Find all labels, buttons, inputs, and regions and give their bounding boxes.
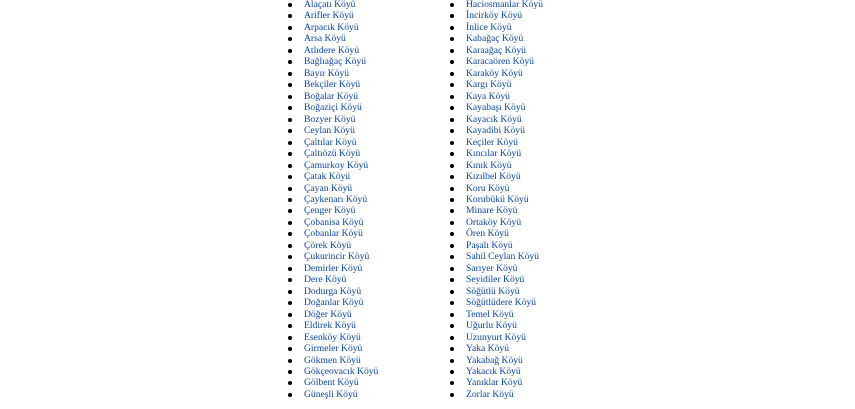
bullet-icon (288, 393, 292, 397)
bullet-icon (288, 49, 292, 53)
village-link-label[interactable]: Çaltılar Köyü (304, 136, 357, 148)
village-link-label[interactable]: Çatak Köyü (304, 171, 351, 183)
village-link-sahil-ceylan-koyu[interactable] (450, 251, 543, 262)
bullet-icon (450, 278, 454, 282)
village-link-label[interactable]: Çenger Köyü (304, 205, 356, 217)
village-link-label[interactable]: Kabağaç Köyü (466, 33, 524, 45)
bullet-icon (288, 198, 292, 202)
village-link-label[interactable]: Arifler Köyü (304, 10, 354, 22)
village-link-sogutlu-koyu[interactable] (450, 286, 543, 297)
village-link-label[interactable]: Kıncılar Köyü (466, 148, 522, 160)
bullet-icon (288, 60, 292, 64)
village-link-label[interactable]: Söğütlü Köyü (466, 285, 520, 297)
village-link-label[interactable]: Gölbent Köyü (304, 377, 359, 389)
village-link-label[interactable]: Yakacık Köyü (466, 366, 521, 377)
bullet-icon (450, 152, 454, 156)
bullet-icon (288, 14, 292, 18)
village-link-label[interactable]: Karaköy Köyü (466, 67, 523, 79)
village-link-kincilar-koyu[interactable] (450, 148, 543, 159)
village-link-dere-koyu[interactable] (288, 274, 378, 285)
bullet-icon (450, 49, 454, 53)
village-link-label[interactable]: Kargı Köyü (466, 79, 512, 91)
village-link-label[interactable]: Gökçeovacık Köyü (304, 366, 379, 377)
village-link-karacaoren-koyu[interactable] (450, 56, 543, 67)
village-link-label[interactable]: Bayır Köyü (304, 67, 350, 79)
village-link-label[interactable]: Arpacık Köyü (304, 21, 359, 33)
bullet-icon (450, 141, 454, 145)
bullet-icon (450, 359, 454, 363)
village-link-gokmen-koyu[interactable] (288, 355, 378, 366)
bullet-icon (450, 393, 454, 397)
bullet-icon (450, 255, 454, 259)
village-link-dodurga-koyu[interactable] (288, 286, 378, 297)
bullet-icon (288, 95, 292, 99)
village-link-label[interactable]: Kınık Köyü (466, 159, 512, 171)
village-link-label[interactable]: İnlice Köyü (466, 21, 512, 33)
village-link-pasali-koyu[interactable] (450, 240, 543, 251)
bullet-icon (450, 267, 454, 271)
village-link-keciler-koyu[interactable] (450, 137, 543, 148)
village-link-label[interactable]: Korubükü Köyü (466, 193, 529, 205)
village-link-label[interactable]: Kayabaşı Köyü (466, 102, 526, 114)
village-link-zorlar-koyu[interactable] (450, 389, 543, 400)
village-link-sogutludere-koyu[interactable] (450, 297, 543, 308)
bullet-icon (450, 209, 454, 213)
village-link-label[interactable]: Gökmen Köyü (304, 354, 361, 366)
village-link-label[interactable]: Söğütlüdere Köyü (466, 297, 537, 309)
bullet-icon (288, 370, 292, 374)
village-link-alacati-koyu[interactable] (288, 0, 378, 10)
village-link-label[interactable]: Kızılbel Köyü (466, 171, 521, 183)
bullet-icon (288, 129, 292, 133)
village-link-yakacik-koyu[interactable] (450, 366, 543, 377)
village-link-bagliagac-koyu[interactable] (288, 56, 378, 67)
bullet-icon (450, 26, 454, 30)
village-link-kayadibi-koyu[interactable] (450, 125, 543, 136)
village-link-bogazici-koyu[interactable] (288, 102, 378, 113)
village-link-ceylan-koyu[interactable] (288, 125, 378, 136)
bullet-icon (450, 37, 454, 41)
bullet-icon (288, 221, 292, 225)
bullet-icon (288, 381, 292, 385)
village-link-label[interactable]: Doğanlar Köyü (304, 297, 364, 309)
village-link-label[interactable]: Çobanisa Köyü (304, 216, 364, 228)
bullet-icon (288, 37, 292, 41)
bullet-icon (450, 175, 454, 179)
bullet-icon (450, 221, 454, 225)
bullet-icon (450, 290, 454, 294)
village-link-label[interactable]: Esenköy Köyü (304, 331, 361, 343)
bullet-icon (288, 301, 292, 305)
bullet-icon (288, 152, 292, 156)
bullet-icon (288, 313, 292, 317)
village-link-oren-koyu[interactable] (450, 228, 543, 239)
village-link-label[interactable]: Keçiler Köyü (466, 136, 518, 148)
village-link-koru-koyu[interactable] (450, 183, 543, 194)
village-link-label[interactable]: Demirler Köyü (304, 262, 363, 274)
bullet-icon (288, 209, 292, 213)
bullet-icon (288, 359, 292, 363)
village-link-label[interactable]: Boğaziçi Köyü (304, 102, 362, 114)
village-link-inlice-koyu[interactable] (450, 22, 543, 33)
village-link-cukurincir-koyu[interactable] (288, 251, 378, 262)
village-link-haciosmanlar-koyu[interactable] (450, 0, 543, 10)
village-link-label[interactable]: Çaltıözü Köyü (304, 148, 361, 160)
village-link-label[interactable]: Minare Köyü (466, 205, 518, 217)
village-link-label[interactable]: Sarıyer Köyü (466, 262, 518, 274)
village-link-catak-koyu[interactable] (288, 171, 378, 182)
village-link-label[interactable]: Çamurkoy Köyü (304, 159, 369, 171)
village-link-bayir-koyu[interactable] (288, 68, 378, 79)
village-link-label[interactable]: Kayacık Köyü (466, 113, 522, 125)
village-link-kizilbel-koyu[interactable] (450, 171, 543, 182)
village-link-label[interactable]: Atlıdere Köyü (304, 44, 360, 56)
village-link-seyidiler-koyu[interactable] (450, 274, 543, 285)
village-link-label[interactable]: Karaağaç Köyü (466, 44, 526, 56)
bullet-icon (288, 118, 292, 122)
bullet-icon (450, 336, 454, 340)
village-link-label[interactable]: Kayadibi Köyü (466, 125, 525, 137)
village-link-kayacik-koyu[interactable] (450, 114, 543, 125)
village-link-label[interactable]: Kaya Köyü (466, 90, 510, 102)
village-link-gokceovacik-koyu[interactable] (288, 366, 378, 377)
village-link-label[interactable]: Bekçiler Köyü (304, 79, 361, 91)
bullet-icon (288, 244, 292, 248)
village-link-girmeler-koyu[interactable] (288, 343, 378, 354)
village-link-cobanlar-koyu[interactable] (288, 228, 378, 239)
village-link-ortakoy-koyu[interactable] (450, 217, 543, 228)
village-link-kargi-koyu[interactable] (450, 79, 543, 90)
bullet-icon (450, 3, 454, 7)
village-link-kayabasi-koyu[interactable] (450, 102, 543, 113)
bullet-icon (450, 244, 454, 248)
bullet-icon (450, 381, 454, 385)
village-link-label[interactable]: Sahil Ceylan Köyü (466, 251, 540, 263)
bullet-icon (450, 95, 454, 99)
village-link-caykenari-koyu[interactable] (288, 194, 378, 205)
village-link-eldirek-koyu[interactable] (288, 320, 378, 331)
village-link-label[interactable]: Ortaköy Köyü (466, 216, 522, 228)
village-link-cenger-koyu[interactable] (288, 205, 378, 216)
village-link-label[interactable]: Çukurincir Köyü (304, 251, 370, 263)
village-link-label[interactable]: Döğer Köyü (304, 308, 352, 320)
bullet-icon (288, 290, 292, 294)
village-link-arifler-koyu[interactable] (288, 10, 378, 21)
village-link-karaagac-koyu[interactable] (450, 45, 543, 56)
village-link-label[interactable]: Bozyer Köyü (304, 113, 356, 125)
village-link-label[interactable]: Temel Köyü (466, 308, 514, 320)
village-link-label[interactable]: Boğalar Köyü (304, 90, 359, 102)
village-link-esenkoy-koyu[interactable] (288, 332, 378, 343)
village-link-label[interactable]: Yaka Köyü (466, 343, 509, 355)
village-link-label[interactable]: Bağlıağaç Köyü (304, 56, 367, 68)
village-list-right-column (450, 0, 543, 400)
village-link-corek-koyu[interactable] (288, 240, 378, 251)
village-link-demirler-koyu[interactable] (288, 263, 378, 274)
village-link-label[interactable]: Uzunyurt Köyü (466, 331, 526, 343)
village-link-label[interactable]: Karacaören Köyü (466, 56, 534, 68)
bullet-icon (450, 301, 454, 305)
village-link-cobanisa-koyu[interactable] (288, 217, 378, 228)
village-link-golbent-koyu[interactable] (288, 377, 378, 388)
village-link-label[interactable]: Çayan Köyü (304, 182, 353, 194)
village-link-temel-koyu[interactable] (450, 309, 543, 320)
village-link-korubuku-koyu[interactable] (450, 194, 543, 205)
village-link-label[interactable]: Uğurlu Köyü (466, 320, 517, 332)
bullet-icon (288, 141, 292, 145)
village-link-label[interactable]: Arsa Köyü (304, 33, 346, 45)
bullet-icon (450, 118, 454, 122)
bullet-icon (450, 187, 454, 191)
bullet-icon (450, 324, 454, 328)
bullet-icon (288, 72, 292, 76)
village-link-gunesli-koyu[interactable] (288, 389, 378, 400)
bullet-icon (450, 232, 454, 236)
bullet-icon (288, 83, 292, 87)
village-link-cayan-koyu[interactable] (288, 183, 378, 194)
village-link-yakabag-koyu[interactable] (450, 355, 543, 366)
bullet-icon (450, 129, 454, 133)
village-link-label[interactable]: Çörek Köyü (304, 239, 352, 251)
village-link-label[interactable]: Ceylan Köyü (304, 125, 355, 137)
bullet-icon (288, 324, 292, 328)
bullet-icon (288, 255, 292, 259)
village-link-label[interactable]: Güneşli Köyü (304, 388, 358, 400)
village-link-label[interactable]: Seyidiler Köyü (466, 274, 525, 286)
bullet-icon (288, 232, 292, 236)
bullet-icon (288, 175, 292, 179)
bullet-icon (450, 370, 454, 374)
village-link-atlidere-koyu[interactable] (288, 45, 378, 56)
village-link-caltiozu-koyu[interactable] (288, 148, 378, 159)
bullet-icon (288, 26, 292, 30)
village-list-left-column (288, 0, 378, 400)
bullet-icon (450, 164, 454, 168)
village-link-label[interactable]: Çaykenarı Köyü (304, 193, 368, 205)
village-link-label[interactable]: Dere Köyü (304, 274, 347, 286)
bullet-icon (450, 72, 454, 76)
bullet-icon (450, 106, 454, 110)
village-link-label[interactable]: Zorlar Köyü (466, 388, 514, 400)
bullet-icon (450, 313, 454, 317)
bullet-icon (288, 347, 292, 351)
village-link-uzunyurt-koyu[interactable] (450, 332, 543, 343)
village-link-ugurlu-koyu[interactable] (450, 320, 543, 331)
village-link-yaniklar-koyu[interactable] (450, 377, 543, 388)
village-link-yaka-koyu[interactable] (450, 343, 543, 354)
bullet-icon (288, 336, 292, 340)
village-link-minare-koyu[interactable] (450, 205, 543, 216)
village-link-doger-koyu[interactable] (288, 309, 378, 320)
village-link-label[interactable]: İncirköy Köyü (466, 10, 523, 22)
village-link-kaya-koyu[interactable] (450, 91, 543, 102)
village-link-label[interactable]: Alaçatı Köyü (304, 0, 356, 10)
bullet-icon (450, 198, 454, 202)
village-link-doganlar-koyu[interactable] (288, 297, 378, 308)
bullet-icon (450, 347, 454, 351)
village-link-arpacik-koyu[interactable] (288, 22, 378, 33)
village-link-karakoy-koyu[interactable] (450, 68, 543, 79)
bullet-icon (288, 164, 292, 168)
village-link-label[interactable]: Dodurga Köyü (304, 285, 362, 297)
village-link-caltilar-koyu[interactable] (288, 137, 378, 148)
village-link-label[interactable]: Yakabağ Köyü (466, 354, 523, 366)
village-link-kabagac-koyu[interactable] (450, 33, 543, 44)
bullet-icon (450, 83, 454, 87)
village-link-label[interactable]: Eldirek Köyü (304, 320, 356, 332)
village-link-label[interactable]: Çobanlar Köyü (304, 228, 363, 240)
bullet-icon (288, 278, 292, 282)
village-link-arsa-koyu[interactable] (288, 33, 378, 44)
bullet-icon (288, 187, 292, 191)
bullet-icon (288, 106, 292, 110)
village-link-bogalar-koyu[interactable] (288, 91, 378, 102)
village-link-bekciler-koyu[interactable] (288, 79, 378, 90)
village-link-label[interactable]: Yanıklar Köyü (466, 377, 523, 389)
village-link-bozyer-koyu[interactable] (288, 114, 378, 125)
village-link-label[interactable]: Koru Köyü (466, 182, 510, 194)
village-link-incirkoy-koyu[interactable] (450, 10, 543, 21)
bullet-icon (450, 14, 454, 18)
village-link-sariyer-koyu[interactable] (450, 263, 543, 274)
bullet-icon (288, 267, 292, 271)
village-link-label[interactable]: Ören Köyü (466, 228, 509, 240)
village-link-label[interactable]: Paşalı Köyü (466, 239, 513, 251)
bullet-icon (288, 3, 292, 7)
village-link-camurkoy-koyu[interactable] (288, 160, 378, 171)
village-link-label[interactable]: Girmeler Köyü (304, 343, 363, 355)
bullet-icon (450, 60, 454, 64)
village-link-label[interactable]: Haciosmanlar Köyü (466, 0, 543, 10)
village-link-kinik-koyu[interactable] (450, 160, 543, 171)
